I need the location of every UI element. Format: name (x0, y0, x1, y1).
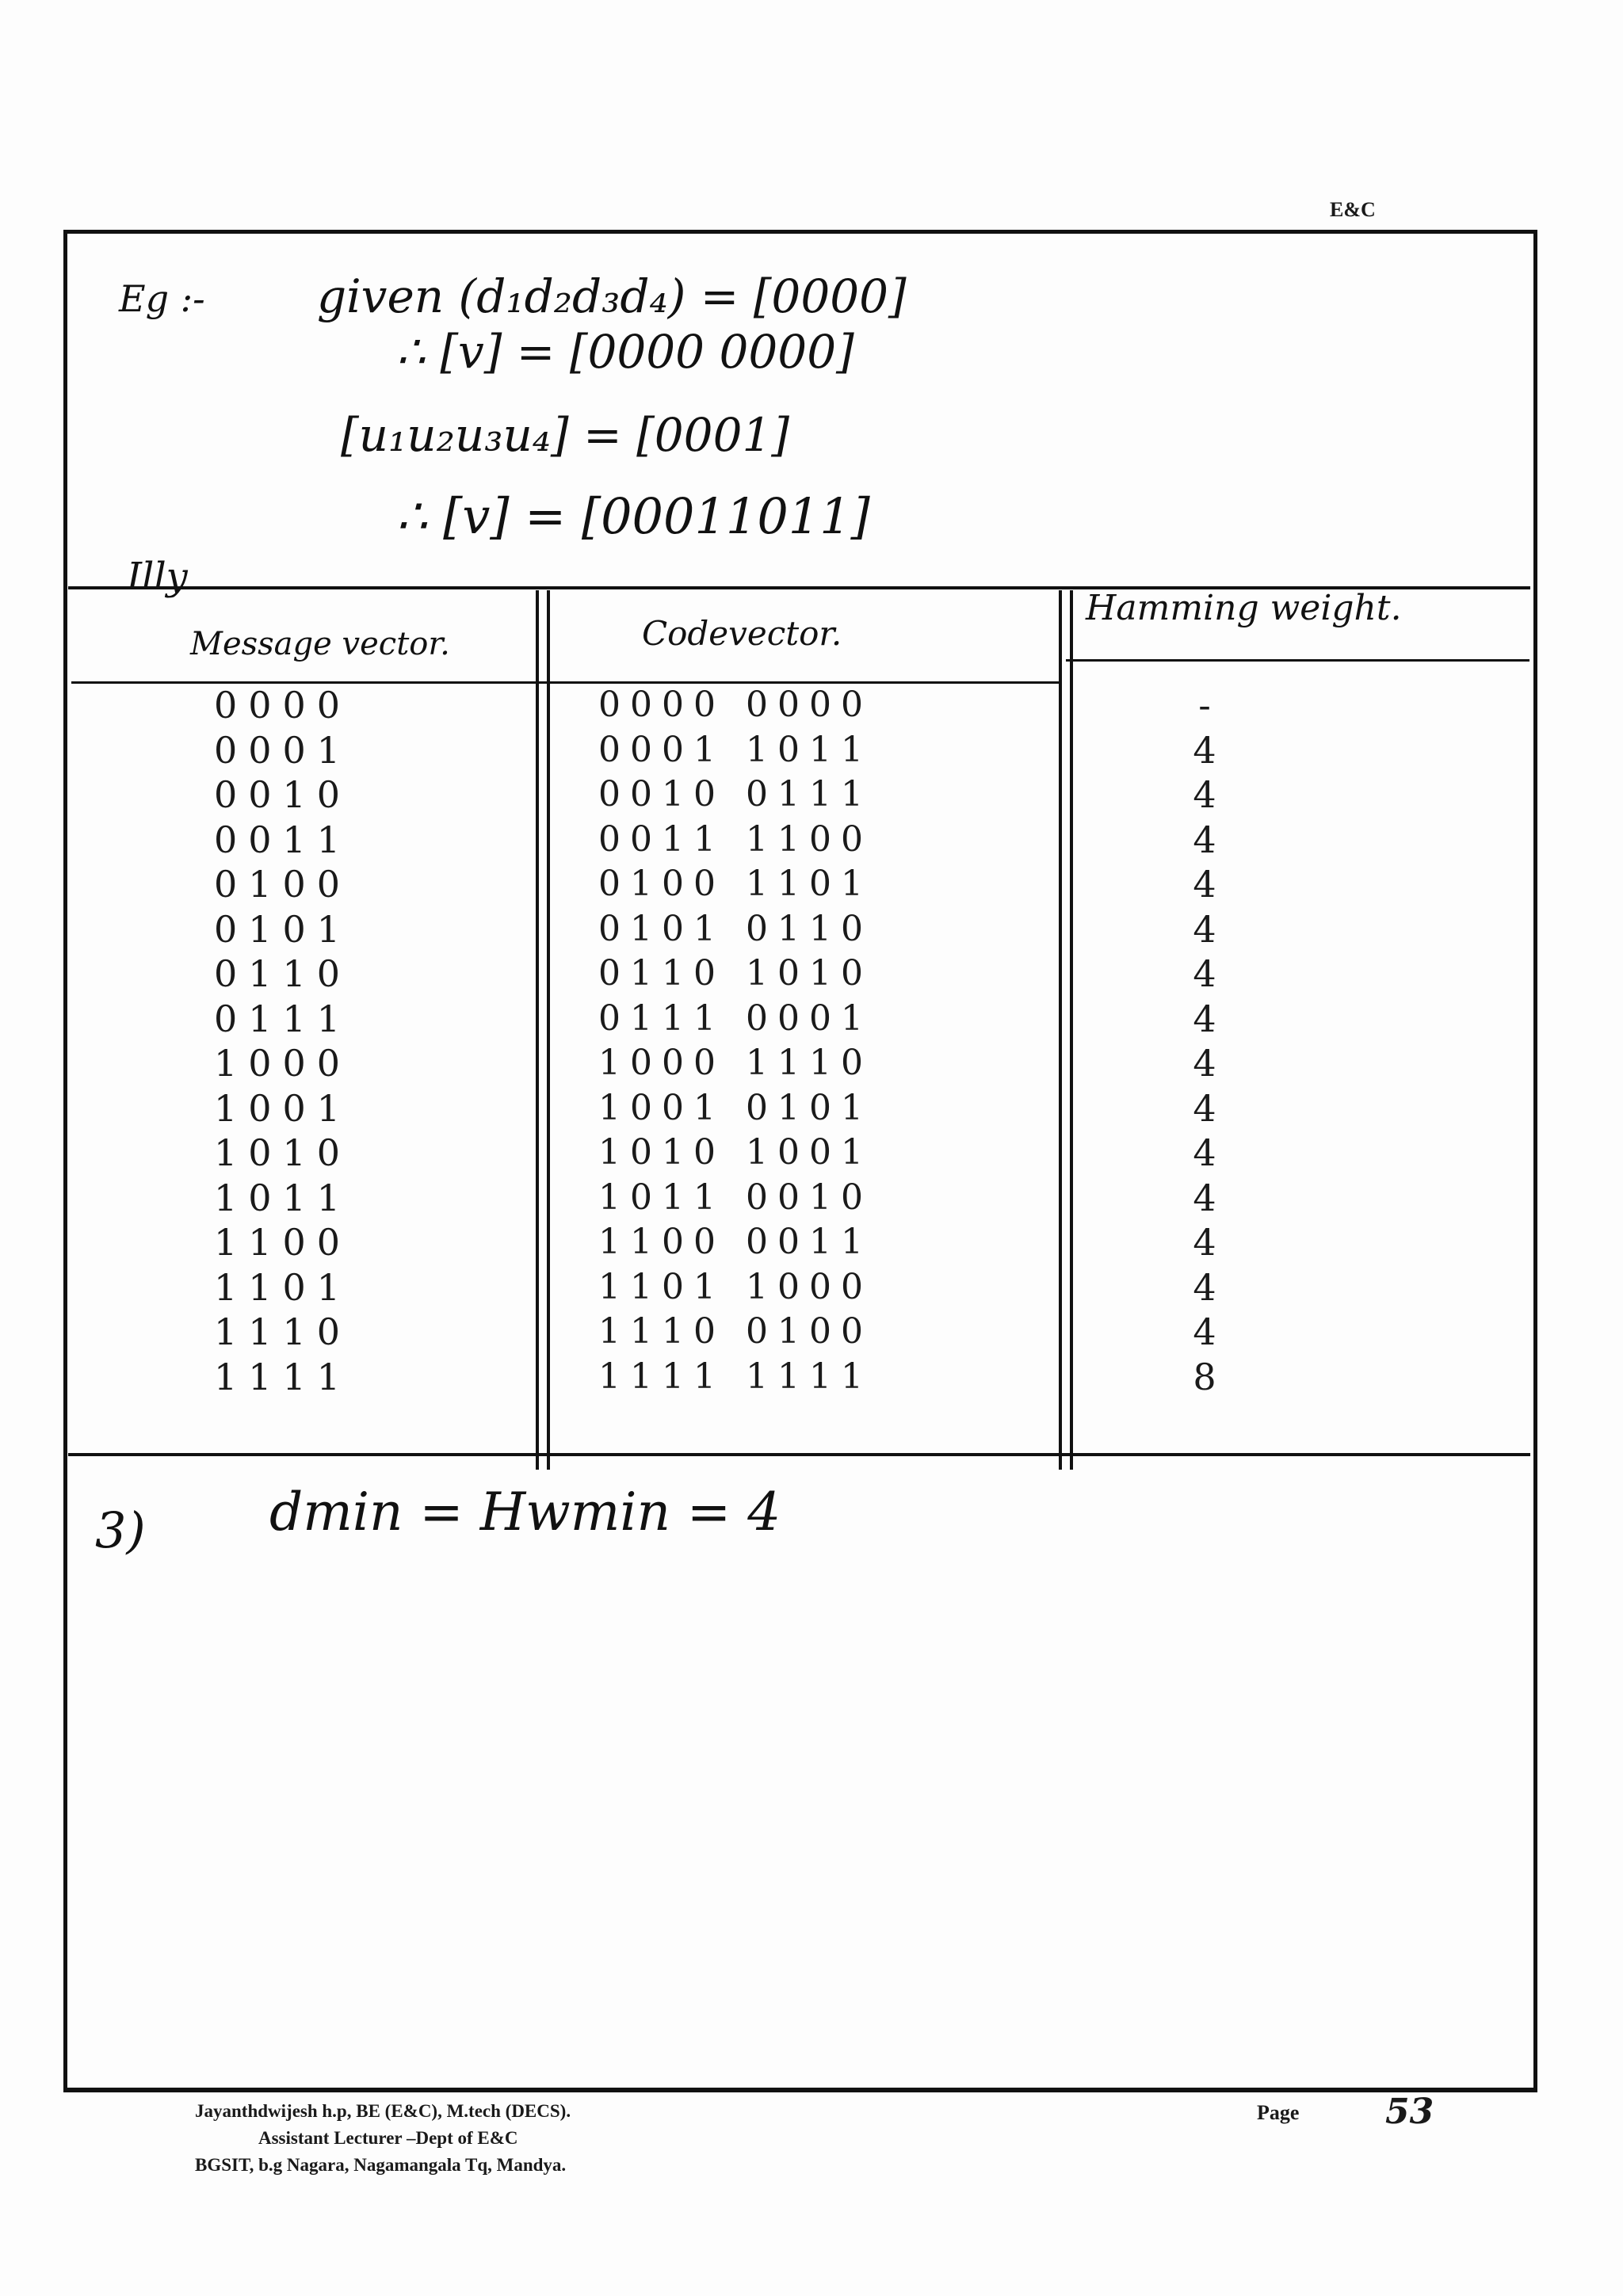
codevector-cell: 0111 0001 (598, 997, 873, 1039)
page-label: Page (1257, 2101, 1300, 2124)
message-vector-cell: 1101 (214, 1265, 352, 1309)
codevector-cell: 0001 1011 (598, 729, 873, 770)
hamming-weight-cell: 4 (1193, 863, 1216, 906)
hamming-weight-cell: 4 (1193, 997, 1216, 1040)
message-vector-cell: 0000 (214, 684, 352, 727)
hamming-weight-cell: 4 (1193, 907, 1216, 951)
codevector-cell: 1010 1001 (598, 1132, 873, 1173)
hamming-weight-cell: 4 (1193, 1310, 1216, 1353)
message-vector-cell: 0010 (214, 773, 352, 816)
codevector-cell: 1000 1110 (598, 1043, 873, 1083)
header-codevector: Codevector. (642, 614, 842, 653)
given-line: given (d₁d₂d₃d₄) = [0000] (317, 269, 907, 323)
table-divider-2 (1059, 590, 1073, 1470)
message-vector-cell: 0110 (214, 952, 352, 995)
codevector-cell: 0101 0110 (598, 908, 873, 949)
codevector-cell: 1001 0101 (598, 1087, 873, 1128)
footer-line-1: Jayanthdwijesh h.p, BE (E&C), M.tech (DECS). (195, 2101, 571, 2121)
footer-author (195, 2098, 571, 2179)
page-number: 53 (1385, 2092, 1434, 2132)
hamming-weight-cell: - (1198, 684, 1211, 727)
codevector-cell: 1111 1111 (598, 1356, 873, 1397)
message-vector-cell: 1011 (214, 1176, 352, 1219)
message-vector-cell: 1010 (214, 1131, 352, 1174)
table-divider-1 (536, 590, 550, 1470)
codevector-cell: 0000 0000 (598, 685, 873, 725)
message-vector-cell: 0011 (214, 818, 352, 861)
result-dmin: dmin = Hwmin = 4 (269, 1482, 781, 1543)
header-message-vector: Message vector. (190, 626, 450, 662)
hamming-weight-cell: 4 (1193, 1042, 1216, 1085)
codevector-cell: 1100 0011 (598, 1222, 873, 1262)
v-line-1: ∴ [v] = [0000 0000] (396, 325, 854, 379)
codevector-cell: 0110 1010 (598, 953, 873, 994)
codevector-cell: 0100 1101 (598, 864, 873, 904)
footer-line-2: Assistant Lecturer –Dept of E&C (258, 2128, 518, 2148)
codevector-cell: 1110 0100 (598, 1311, 873, 1352)
message-vector-cell: 0001 (214, 728, 352, 772)
message-vector-cell: 0101 (214, 907, 352, 951)
codevector-column (598, 683, 873, 1399)
hamming-weight-cell: 4 (1193, 1265, 1216, 1309)
codevector-cell: 0011 1100 (598, 818, 873, 860)
hamming-weight-cell: 4 (1193, 1086, 1216, 1130)
message-vector-cell: 1100 (214, 1221, 352, 1264)
hamming-weight-cell: 4 (1193, 773, 1216, 816)
hamming-weight-cell: 4 (1193, 1176, 1216, 1219)
message-vector-cell: 0100 (214, 863, 352, 906)
message-vector-cell: 0111 (214, 997, 352, 1040)
message-vector-column (214, 683, 351, 1399)
hamming-weight-cell: 4 (1193, 952, 1216, 995)
u-line: [u₁u₂u₃u₄] = [0001] (341, 408, 790, 462)
hamming-weight-column (1173, 683, 1236, 1399)
message-vector-cell: 1001 (214, 1086, 352, 1130)
result-index: 3) (95, 1501, 146, 1559)
illy-label: Illy (127, 555, 188, 599)
hamming-weight-cell: 8 (1193, 1355, 1216, 1398)
hamming-weight-cell: 4 (1193, 818, 1216, 861)
hamming-weight-cell: 4 (1193, 1221, 1216, 1264)
header-tag: E&C (1330, 198, 1376, 221)
message-vector-cell: 1111 (214, 1355, 352, 1398)
codevector-cell: 1101 1000 (598, 1266, 873, 1307)
hamming-weight-cell: 4 (1193, 1131, 1216, 1174)
message-vector-cell: 1110 (214, 1310, 352, 1353)
hamming-weight-cell: 4 (1193, 728, 1216, 772)
eg-label: Eg :- (119, 277, 205, 320)
footer-rule (63, 2088, 1537, 2092)
v-line-2: ∴ [v] = [00011011] (396, 487, 870, 545)
footer-line-3: BGSIT, b.g Nagara, Nagamangala Tq, Mandya. (195, 2155, 567, 2175)
header-hamming-weight: Hamming weight. (1086, 588, 1402, 628)
codevector-cell: 1011 0010 (598, 1177, 873, 1218)
message-vector-cell: 1000 (214, 1042, 352, 1085)
table-header-rule-right (1066, 659, 1529, 662)
codevector-cell: 0010 0111 (598, 774, 873, 814)
